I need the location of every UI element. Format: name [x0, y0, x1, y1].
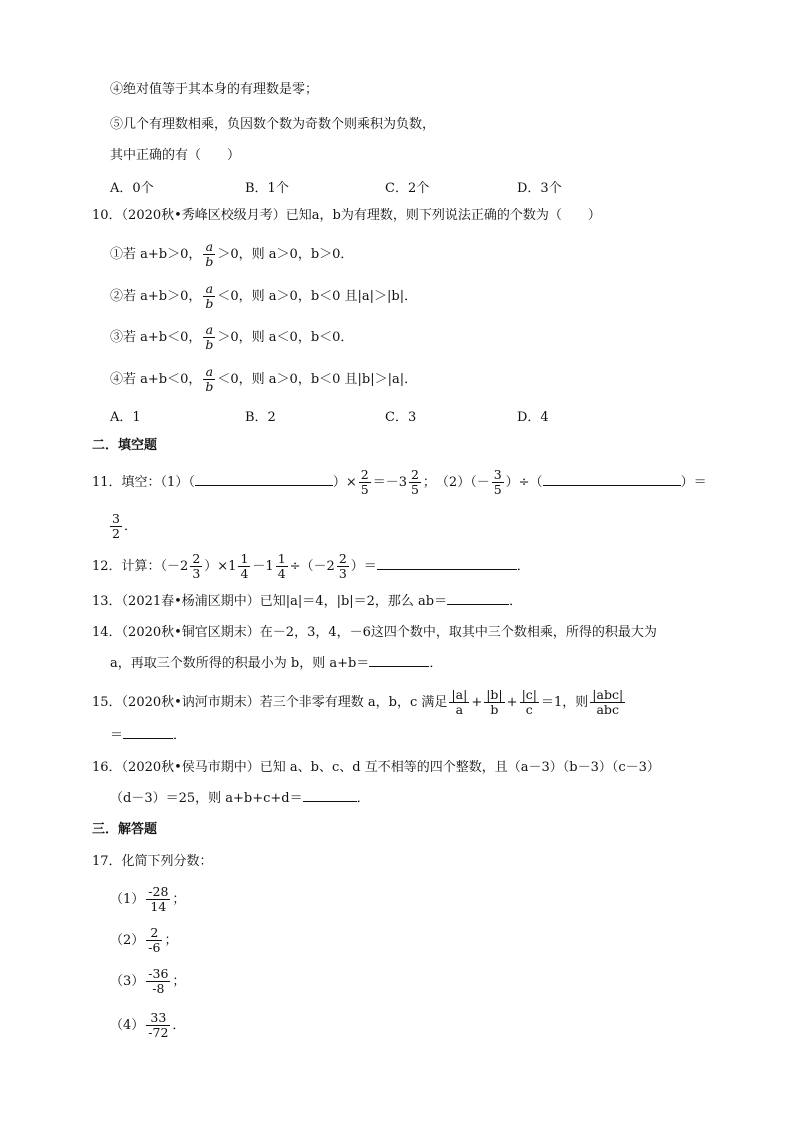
fraction: $\frac{1}{4}$	[240, 551, 249, 581]
q10-option-b: B．2	[245, 410, 276, 425]
q10-item-2	[110, 282, 417, 311]
answer-blank[interactable]	[447, 592, 509, 605]
q15-line-2: ＝ ．	[110, 728, 187, 743]
q10-item-post: ＜0，则 a＞0，b＜0 且|a|＞|b|．	[217, 289, 418, 304]
q13-line: 13．（2021春•杨浦区期中）已知|a|＝4，|b|＝2，那么 ab＝ ．	[92, 594, 523, 609]
q10-item-4	[110, 365, 417, 394]
q17-item-3: （3） $\frac{-36}{-8}$ ；	[110, 966, 186, 996]
q10-option-a: A．1	[110, 410, 141, 425]
q17-item-1: （1） $\frac{-28}{14}$ ；	[110, 884, 186, 914]
fraction: $\frac{|c|}{c}$	[521, 687, 537, 717]
q10-item-pre: ①若 a+b＞0，	[110, 247, 202, 262]
q15-line: 15．（2020秋•讷河市期末）若三个非零有理数 a，b，c 满足 $\frac{|a|}{a}$ + $\frac{|b|}{b}$ + $\frac{|c|}{c}$ ＝1，则 $\frac{\text{|abc|}}{\text{abc}}$	[92, 687, 624, 717]
fraction: $\frac{33}{-72}$	[148, 1010, 169, 1040]
q10-item-pre: ④若 a+b＜0，	[110, 372, 202, 387]
fraction: $\frac{3}{2}$	[112, 511, 120, 541]
q16-line-2: （d－3）＝25，则 a+b+c+d＝ ．	[110, 791, 370, 806]
fraction: $\frac{1}{4}$	[277, 551, 286, 581]
fraction: $\frac{-28}{14}$	[148, 884, 169, 914]
answer-blank[interactable]	[123, 726, 173, 739]
q9-option-a: A．0个	[110, 181, 154, 196]
fraction: $\frac{|a|}{a}$	[451, 687, 468, 717]
q10-item-1	[110, 240, 353, 269]
q10-item-pre: ③若 a+b＜0，	[110, 330, 202, 345]
section-heading-solve: 三．解答题	[92, 822, 158, 837]
answer-blank[interactable]	[369, 654, 429, 667]
q9-option-c: C．2个	[385, 181, 430, 196]
q9-option-d: D．3个	[517, 181, 562, 196]
q10-item-3	[110, 323, 353, 352]
fraction: $\frac{2}{5}$	[360, 467, 369, 497]
answer-blank[interactable]	[195, 473, 333, 486]
answer-blank[interactable]	[377, 557, 517, 570]
answer-blank[interactable]	[303, 789, 357, 802]
fraction: $\frac{2}{5}$	[410, 467, 419, 497]
q10-item-pre: ②若 a+b＞0，	[110, 289, 202, 304]
fraction: $\frac{-36}{-8}$	[148, 966, 169, 996]
fraction: $\frac{2}{3}$	[338, 551, 347, 581]
q9-item4: ④绝对值等于其本身的有理数是零；	[110, 82, 319, 97]
q16-line-1: 16．（2020秋•侯马市期中）已知 a、b、c、d 互不相等的四个整数，且（a－3）（b－3）（c－3）	[92, 760, 660, 775]
fraction: $\frac{a}{b}$	[205, 322, 214, 352]
fraction: $\frac{a}{b}$	[205, 281, 214, 311]
fraction: $\frac{|b|}{b}$	[486, 687, 503, 717]
q17-item-4: （4） $\frac{33}{-72}$ ．	[110, 1010, 186, 1040]
q14-line-1: 14．（2020秋•铜官区期末）在－2，3，4，－6这四个数中，取其中三个数相乘，所得的积最大为	[92, 625, 657, 640]
fraction: $\frac{2}{3}$	[192, 551, 201, 581]
q10-option-d: D．4	[517, 410, 549, 425]
fraction: $\frac{\text{|abc|}}{\text{abc}}$	[592, 687, 624, 717]
fraction: $\frac{a}{b}$	[205, 364, 214, 394]
q10-item-post: ＞0，则 a＞0，b＞0．	[217, 247, 354, 262]
q10-item-post: ＜0，则 a＞0，b＜0 且|b|＞|a|．	[217, 372, 418, 387]
answer-blank[interactable]	[543, 473, 681, 486]
section-heading-fill-in: 二．填空题	[92, 438, 158, 453]
q11-line: 11．填空：（1）（ ）× $\frac{2}{5}$ ＝－3 $\frac{2}{5}$ ； （2）（－ $\frac{3}{5}$ ）÷（ ）＝	[92, 467, 707, 497]
q11-line-2: $\frac{3}{2}$ ．	[112, 511, 137, 541]
q9-ask: 其中正确的有（ ）	[110, 148, 241, 163]
q10-item-post: ＞0，则 a＜0，b＜0．	[217, 330, 354, 345]
q17-stem: 17．化简下列分数：	[92, 854, 213, 869]
q10-stem: 10．（2020秋•秀峰区校级月考）已知a，b为有理数，则下列说法正确的个数为（ ）	[92, 208, 601, 223]
q12-line: 12．计算：（－2 $\frac{2}{3}$ ）×1 $\frac{1}{4}$ －1 $\frac{1}{4}$ ÷（－2 $\frac{2}{3}$ ）＝ ．	[92, 551, 530, 581]
fraction: $\frac{a}{b}$	[205, 239, 214, 269]
q14-line-2: a，再取三个数所得的积最小为 b，则 a+b＝ ．	[110, 656, 443, 671]
fraction: $\frac{3}{5}$	[493, 467, 502, 497]
q9-item5: ⑤几个有理数相乘，负因数个数为奇数个则乘积为负数，	[110, 117, 436, 132]
fraction: $\frac{2}{-6}$	[148, 925, 161, 955]
q17-item-2: （2） $\frac{2}{-6}$ ；	[110, 925, 178, 955]
q9-option-b: B．1个	[245, 181, 289, 196]
q10-option-c: C．3	[385, 410, 417, 425]
